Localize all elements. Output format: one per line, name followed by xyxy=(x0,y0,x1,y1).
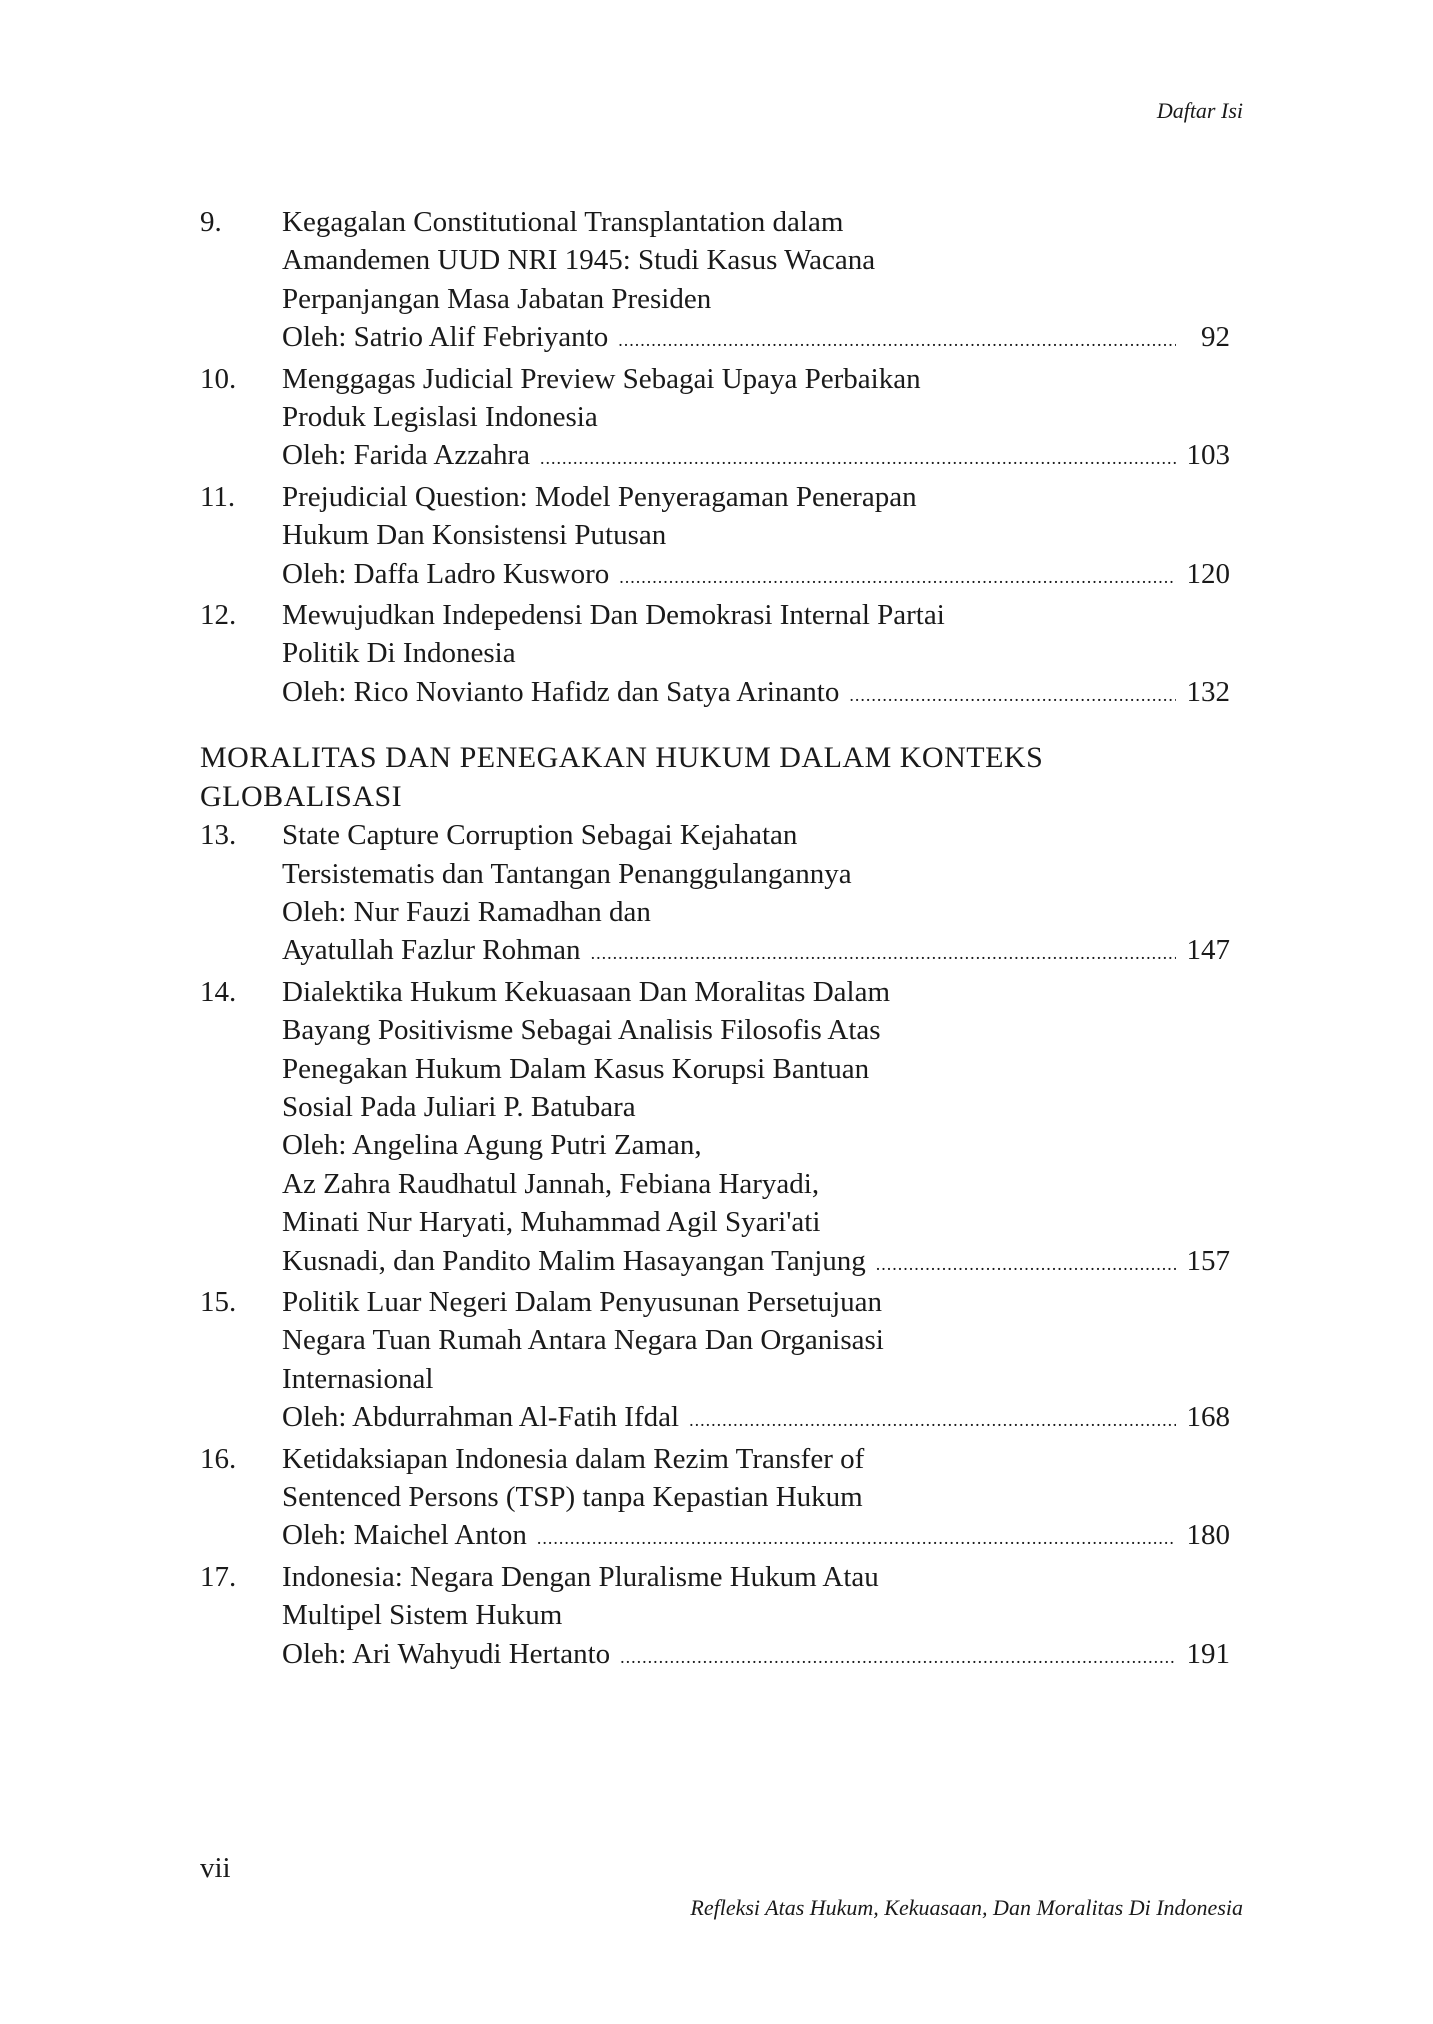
entry-body xyxy=(282,596,1230,714)
table-of-contents xyxy=(200,203,1230,1676)
entry-body xyxy=(282,816,1230,973)
entry-author: Kusnadi, dan Pandito Malim Hasayangan Tanjung xyxy=(282,1244,866,1277)
entry-author: Ayatullah Fazlur Rohman xyxy=(282,934,581,967)
entry-body xyxy=(282,973,1230,1283)
toc-entry[interactable] xyxy=(200,1283,1230,1440)
running-foot: Refleksi Atas Hukum, Kekuasaan, Dan Moralitas Di Indonesia xyxy=(690,1895,1243,1920)
entry-title-line: Bayang Positivisme Sebagai Analisis Filosofis Atas xyxy=(282,1014,881,1047)
entry-title-line: Menggagas Judicial Preview Sebagai Upaya Perbaikan xyxy=(282,362,921,395)
dot-leader xyxy=(618,321,1176,359)
page-number: vii xyxy=(200,1852,231,1884)
entry-title-line: Sosial Pada Juliari P. Batubara xyxy=(282,1090,636,1123)
entry-title-line: Internasional xyxy=(282,1362,434,1395)
entry-title-line: Dialektika Hukum Kekuasaan Dan Moralitas Dalam xyxy=(282,975,891,1008)
dot-leader xyxy=(619,558,1176,596)
toc-entry[interactable] xyxy=(200,478,1230,596)
entry-title-line: Tersistematis dan Tantangan Penanggulangannya xyxy=(282,857,852,890)
entry-author: Oleh: Farida Azzahra xyxy=(282,439,531,472)
dot-leader xyxy=(689,1401,1176,1439)
entry-author: Oleh: Abdurrahman Al-Fatih Ifdal xyxy=(282,1401,680,1434)
entry-author-leader-line xyxy=(282,1398,1230,1439)
toc-group-2 xyxy=(200,816,1230,1676)
entry-title-line: Amandemen UUD NRI 1945: Studi Kasus Wacana xyxy=(282,244,876,277)
entry-number: 11. xyxy=(200,480,236,513)
entry-author-line: Minati Nur Haryati, Muhammad Agil Syari'ati xyxy=(282,1206,821,1239)
entry-author-leader-line xyxy=(282,555,1230,596)
entry-author-leader-line xyxy=(282,436,1230,477)
entry-title-line: State Capture Corruption Sebagai Kejahatan xyxy=(282,819,798,852)
section-heading xyxy=(200,739,1230,816)
entry-page-number[interactable]: 191 xyxy=(1186,1637,1230,1670)
dot-leader xyxy=(620,1638,1176,1676)
entry-author-leader-line xyxy=(282,1242,1230,1283)
toc-entry[interactable] xyxy=(200,973,1230,1283)
entry-title-line: Prejudicial Question: Model Penyeragaman Penerapan xyxy=(282,480,917,513)
toc-entry[interactable] xyxy=(200,1440,1230,1558)
entry-number: 12. xyxy=(200,599,237,632)
entry-title-line: Hukum Dan Konsistensi Putusan xyxy=(282,519,667,552)
entry-title-line: Perpanjangan Masa Jabatan Presiden xyxy=(282,282,712,315)
entry-author-leader-line xyxy=(282,1635,1230,1676)
entry-title-line: Sentenced Persons (TSP) tanpa Kepastian Hukum xyxy=(282,1481,863,1513)
dot-leader xyxy=(540,439,1176,477)
entry-title-line: Ketidaksiapan Indonesia dalam Rezim Transfer of xyxy=(282,1442,865,1475)
entry-title-line: Produk Legislasi Indonesia xyxy=(282,401,598,434)
entry-page-number[interactable]: 168 xyxy=(1186,1401,1230,1434)
entry-author: Oleh: Rico Novianto Hafidz dan Satya Arinanto xyxy=(282,675,840,708)
toc-entry[interactable] xyxy=(200,816,1230,973)
entry-body xyxy=(282,360,1230,478)
dot-leader xyxy=(876,1245,1176,1283)
entry-author-leader-line xyxy=(282,673,1230,714)
entry-page-number[interactable]: 180 xyxy=(1186,1519,1230,1552)
entry-number: 13. xyxy=(200,819,237,852)
entry-title-line: Penegakan Hukum Dalam Kasus Korupsi Bantuan xyxy=(282,1052,870,1085)
entry-title-line: Mewujudkan Indepedensi Dan Demokrasi Internal Partai xyxy=(282,599,945,632)
entry-author: Oleh: Maichel Anton xyxy=(282,1519,527,1552)
entry-number: 15. xyxy=(200,1285,237,1318)
toc-entry[interactable] xyxy=(200,596,1230,714)
entry-number: 16. xyxy=(200,1442,237,1475)
entry-body xyxy=(282,478,1230,596)
entry-author-line: Oleh: Nur Fauzi Ramadhan dan xyxy=(282,895,651,928)
entry-page-number[interactable]: 120 xyxy=(1186,557,1230,590)
entry-number: 14. xyxy=(200,975,237,1008)
entry-title-line: Politik Luar Negeri Dalam Penyusunan Persetujuan xyxy=(282,1285,883,1318)
entry-number: 9. xyxy=(200,206,222,238)
entry-author-leader-line xyxy=(282,318,1230,359)
toc-entry[interactable] xyxy=(200,360,1230,478)
entry-number: 10. xyxy=(200,362,237,395)
toc-group-1 xyxy=(200,203,1230,714)
entry-title-line: Politik Di Indonesia xyxy=(282,637,516,670)
running-head: Daftar Isi xyxy=(1156,98,1243,123)
entry-title-line: Indonesia: Negara Dengan Pluralisme Hukum Atau xyxy=(282,1560,879,1593)
entry-page-number[interactable]: 103 xyxy=(1186,439,1230,472)
dot-leader xyxy=(849,676,1176,714)
entry-body xyxy=(282,1558,1230,1676)
dot-leader xyxy=(591,934,1176,972)
entry-body xyxy=(282,203,1230,360)
entry-number: 17. xyxy=(200,1560,237,1593)
entry-page-number[interactable]: 92 xyxy=(1201,321,1230,354)
entry-author-line: Oleh: Angelina Agung Putri Zaman, xyxy=(282,1129,702,1162)
section-heading-line: MORALITAS DAN PENEGAKAN HUKUM DALAM KONTEKS xyxy=(200,741,1044,775)
entry-page-number[interactable]: 132 xyxy=(1186,675,1230,708)
toc-entry[interactable] xyxy=(200,203,1230,360)
entry-author: Oleh: Daffa Ladro Kusworo xyxy=(282,557,610,590)
entry-title-line: Kegagalan Constitutional Transplantation dalam xyxy=(282,206,844,238)
entry-body xyxy=(282,1283,1230,1440)
section-heading-line: GLOBALISASI xyxy=(200,779,403,813)
entry-author: Oleh: Satrio Alif Febriyanto xyxy=(282,321,609,354)
entry-author: Oleh: Ari Wahyudi Hertanto xyxy=(282,1637,611,1670)
entry-author-leader-line xyxy=(282,1516,1230,1557)
toc-entry[interactable] xyxy=(200,1558,1230,1676)
dot-leader xyxy=(537,1519,1176,1557)
entry-body xyxy=(282,1440,1230,1558)
entry-title-line: Multipel Sistem Hukum xyxy=(282,1599,563,1632)
entry-title-line: Negara Tuan Rumah Antara Negara Dan Organisasi xyxy=(282,1324,884,1357)
entry-author-line: Az Zahra Raudhatul Jannah, Febiana Haryadi, xyxy=(282,1167,820,1200)
entry-author-leader-line xyxy=(282,931,1230,972)
entry-page-number[interactable]: 147 xyxy=(1186,934,1230,967)
entry-page-number[interactable]: 157 xyxy=(1186,1244,1230,1277)
